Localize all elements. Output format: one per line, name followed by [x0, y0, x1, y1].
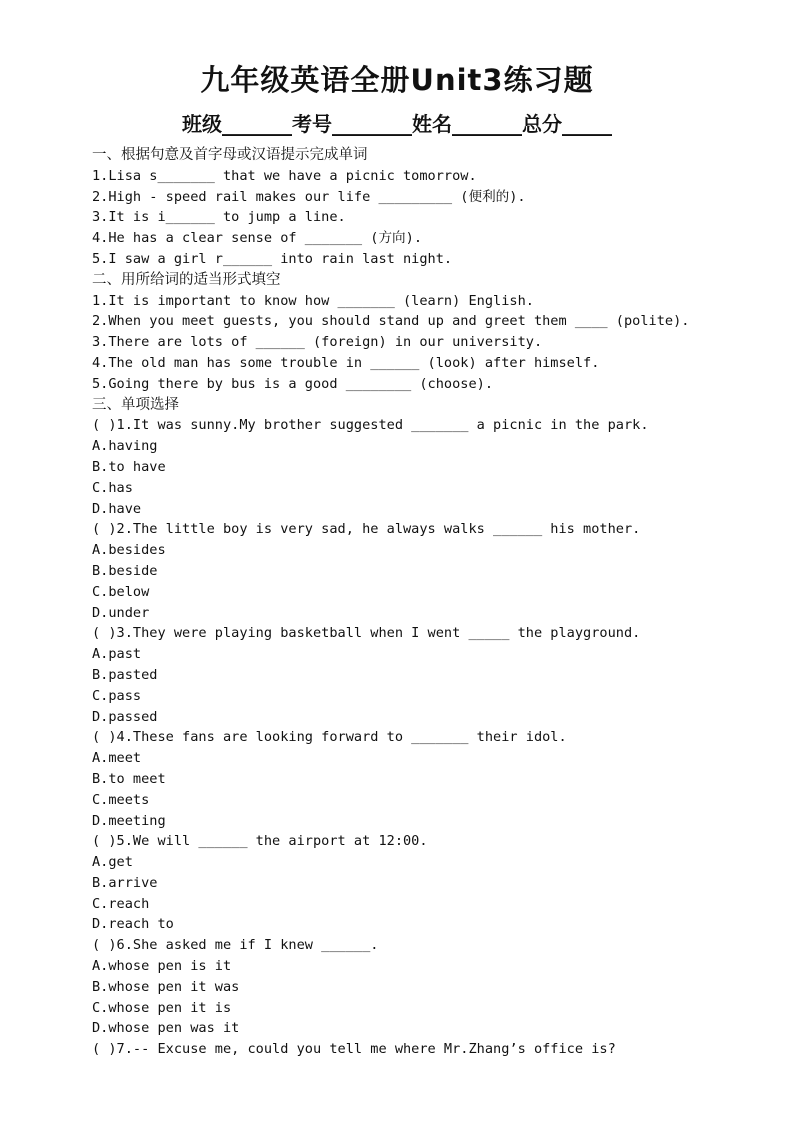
question-line: D.passed: [92, 708, 158, 725]
section-heading: 三、单项选择: [92, 396, 179, 413]
question-line: D.reach to: [92, 916, 174, 933]
question-line: D.meeting: [92, 812, 166, 829]
question-line: C.reach: [92, 895, 150, 912]
question-line: C.meets: [92, 791, 150, 808]
question-line: 4.He has a clear sense of _______ (方向).: [92, 230, 423, 247]
student-info-line: 班级_______考号________姓名_______总分_____: [182, 112, 612, 136]
question-line: B.arrive: [92, 874, 158, 891]
question-line: 2.When you meet guests, you should stand up and greet them ____ (polite).: [92, 313, 690, 330]
question-line: ( )6.She asked me if I knew ______.: [92, 937, 379, 954]
question-line: B.to meet: [92, 770, 166, 787]
question-line: 1.It is important to know how _______ (learn) English.: [92, 292, 534, 309]
question-line: 5.I saw a girl r______ into rain last night.: [92, 250, 453, 267]
question-line: D.under: [92, 604, 150, 621]
question-line: ( )2.The little boy is very sad, he always walks ______ his mother.: [92, 521, 641, 538]
question-line: 4.The old man has some trouble in ______ (look) after himself.: [92, 354, 600, 371]
question-line: B.beside: [92, 562, 158, 579]
question-line: B.to have: [92, 458, 166, 475]
question-line: 1.Lisa s_______ that we have a picnic tomorrow.: [92, 167, 477, 184]
section-heading: 一、根据句意及首字母或汉语提示完成单词: [92, 147, 368, 163]
question-line: ( )1.It was sunny.My brother suggested _______ a picnic in the park.: [92, 417, 649, 434]
question-line: C.has: [92, 479, 133, 496]
question-line: B.pasted: [92, 666, 158, 683]
question-line: ( )3.They were playing basketball when I went _____ the playground.: [92, 625, 641, 642]
question-line: C.whose pen it is: [92, 999, 232, 1016]
question-line: A.whose pen is it: [92, 958, 232, 975]
question-line: 2.High - speed rail makes our life _________ (便利的).: [92, 188, 526, 205]
question-line: A.past: [92, 646, 142, 663]
question-line: A.besides: [92, 542, 166, 559]
question-line: 3.It is i______ to jump a line.: [92, 209, 346, 226]
question-line: A.having: [92, 438, 158, 455]
question-line: C.pass: [92, 687, 142, 704]
question-line: ( )5.We will ______ the airport at 12:00.: [92, 833, 428, 850]
question-line: 5.Going there by bus is a good ________ (choose).: [92, 375, 494, 392]
section-heading: 二、用所给词的适当形式填空: [92, 271, 281, 288]
question-line: D.whose pen was it: [92, 1020, 240, 1037]
worksheet-body: [92, 145, 772, 1060]
question-line: D.have: [92, 500, 142, 517]
question-line: 3.There are lots of ______ (foreign) in our university.: [92, 334, 543, 351]
question-line: C.below: [92, 583, 150, 600]
question-line: B.whose pen it was: [92, 978, 240, 995]
question-line: A.meet: [92, 750, 142, 767]
question-line: A.get: [92, 854, 133, 871]
question-line: ( )4.These fans are looking forward to _______ their idol.: [92, 729, 567, 746]
page-title: 九年级英语全册Unit3练习题: [200, 63, 594, 97]
question-line: ( )7.-- Excuse me, could you tell me where Mr.Zhang’s office is?: [92, 1041, 616, 1058]
